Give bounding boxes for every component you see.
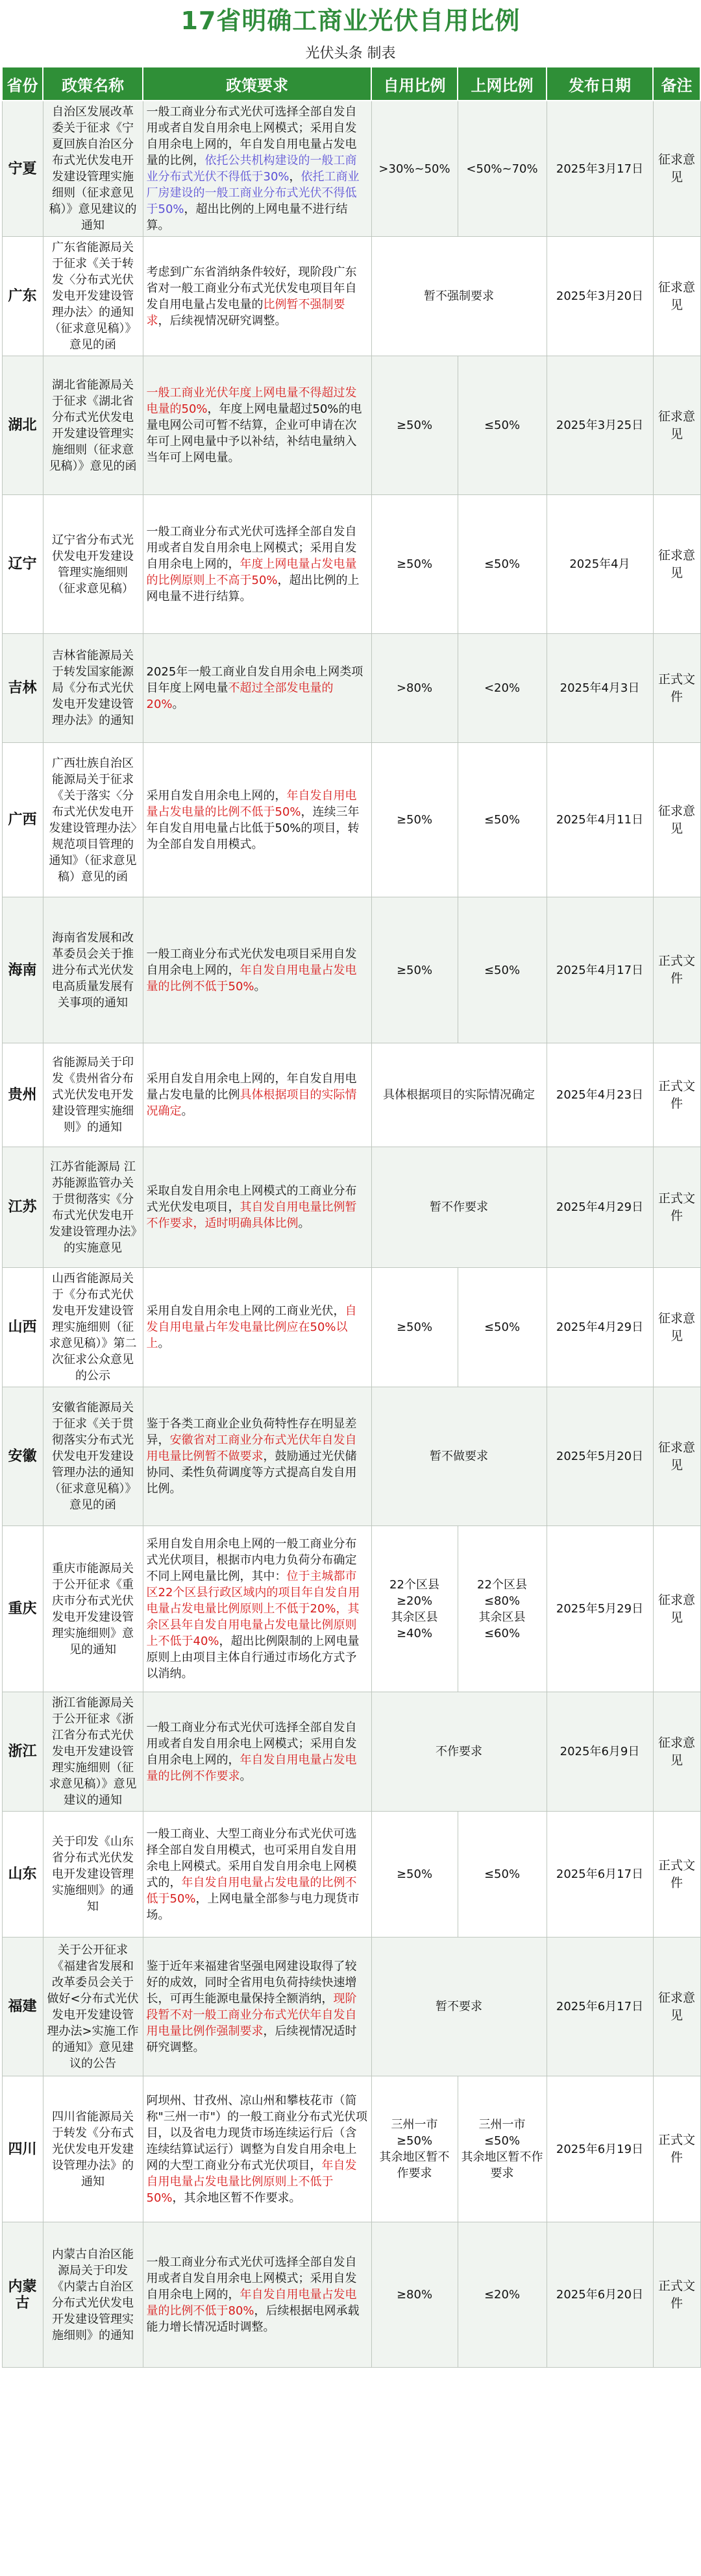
requirement-text: 一般工商业分布式光伏发电项目采用自发自用余电上网的， — [146, 947, 357, 977]
province-cell: 安徽 — [2, 1387, 43, 1526]
header-release-date: 发布日期 — [547, 67, 653, 101]
requirement-text: 。 — [240, 1769, 252, 1783]
header-self-use-ratio: 自用比例 — [371, 67, 458, 101]
requirement-text: ， — [289, 170, 301, 184]
header-policy-requirement: 政策要求 — [143, 67, 371, 101]
policy-name-cell: 广西壮族自治区能源局关于征求《关于落实〈分布式光伏发电开发建设管理办法〉规范项目管理的通知》（征求意见稿）意见的函 — [43, 743, 143, 897]
note-cell: 正式文件 — [653, 2076, 700, 2222]
note-cell: 征求意见 — [653, 237, 700, 356]
province-cell: 广东 — [2, 237, 43, 356]
note-cell: 征求意见 — [653, 1526, 700, 1692]
highlighted-requirement: 年自发自用电量占发电量的比例不低于80% — [146, 2288, 357, 2318]
table-row — [2, 101, 700, 237]
highlighted-requirement: 具体根据项目的实际情况确定 — [146, 1088, 357, 1118]
highlighted-requirement: 依托工商业厂房建设的一般工商业分布式光伏不得低于50% — [146, 170, 360, 216]
requirement-text: 一般工商业分布式光伏可选择全部自发自用或者自发自用余电上网模式；采用自发自用余电上网的， — [146, 1720, 357, 1767]
province-cell: 江苏 — [2, 1147, 43, 1268]
table-row — [2, 1268, 700, 1387]
requirement-text: ，连续三年年自发自用电量占比低于50%的项目，转为全部自发自用模式。 — [146, 805, 360, 851]
highlighted-requirement: 年自发自用电量占发电量比例原则上不低于50% — [146, 2158, 357, 2205]
policy-requirement-cell — [143, 1268, 371, 1387]
requirement-text: 。 — [172, 698, 184, 711]
grid-ratio-cell: ≤20% — [458, 2222, 547, 2368]
requirement-text: 采用自发自用余电上网的工商业光伏， — [146, 1304, 345, 1318]
highlighted-requirement: 年自发自用电量占发电量的比例不低于50% — [146, 788, 357, 819]
requirement-text: 鉴于近年来福建省坚强电网建设取得了较好的成效，同时全省用电负荷持续快速增长，可再生能源电量保持全额消纳， — [146, 1959, 357, 2006]
note-cell: 征求意见 — [653, 495, 700, 634]
highlighted-requirement: 位于主城都市区22个区县行政区域内的项目年自发自用电量占发电量比例原则上不低于20%，其余区县年自发自用电量占发电量比例原则上不低于40% — [146, 1570, 360, 1648]
note-cell: 正式文件 — [653, 897, 700, 1043]
province-cell: 重庆 — [2, 1526, 43, 1692]
policy-name-cell: 吉林省能源局关于转发国家能源局《分布式光伏发电开发建设管理办法》的通知 — [43, 634, 143, 743]
requirement-text: 。 — [181, 1104, 193, 1118]
highlighted-requirement: 依托公共机构建设的一般工商业分布式光伏不得低于30% — [146, 154, 357, 184]
requirement-text: 一般工商业分布式光伏可选择全部自发自用或者自发自用余电上网模式；采用自发自用余电上网的， — [146, 525, 357, 571]
self-use-ratio-cell: ≥50% — [371, 743, 458, 897]
grid-ratio-cell: 22个区县≤80% 其余区县≤60% — [458, 1526, 547, 1692]
policy-requirement-cell — [143, 1938, 371, 2076]
province-cell: 辽宁 — [2, 495, 43, 634]
requirement-text: ，其余地区暂不作要求。 — [172, 2191, 301, 2205]
requirement-text: ，超出比例限制的上网电量原则上由项目主体自行通过市场化方式予以消纳。 — [146, 1634, 360, 1681]
highlighted-requirement: 一般工商业光伏年度上网电量不得超过发电量的50% — [146, 386, 357, 416]
province-cell: 山东 — [2, 1812, 43, 1938]
requirement-text: ，年度上网电量超过50%的电量电网公司可暂不结算，企业可申请在次年可上网电量中予以补结，补结电量纳入当年可上网电量。 — [146, 402, 362, 465]
note-cell: 正式文件 — [653, 1812, 700, 1938]
highlighted-requirement: 比例暂不强制要求 — [146, 297, 345, 328]
release-date-cell: 2025年3月25日 — [547, 356, 653, 495]
requirement-text: 采取自发自用余电上网模式的工商业分布式光伏发电项目， — [146, 1184, 357, 1214]
province-cell: 内蒙古 — [2, 2222, 43, 2368]
release-date-cell: 2025年4月23日 — [547, 1043, 653, 1147]
requirement-text: ，超出比例的上网电量不进行结算。 — [146, 574, 360, 603]
requirement-text: ，后续根据电网承载能力增长情况适时调整。 — [146, 2304, 360, 2334]
requirement-text: 一般工商业分布式光伏可选择全部自发自用或者自发自用余电上网模式；采用自发自用余电上网的， — [146, 2255, 357, 2302]
province-cell: 福建 — [2, 1938, 43, 2076]
policy-name-cell: 自治区发展改革委关于征求《宁夏回族自治区分布式光伏发电开发建设管理实施细则（征求意见稿）》意见建议的通知 — [43, 101, 143, 237]
policy-requirement-cell — [143, 1526, 371, 1692]
policy-name-cell: 辽宁省分布式光伏发电开发建设管理实施细则（征求意见稿） — [43, 495, 143, 634]
requirement-text: 采用自发自用余电上网的， — [146, 788, 287, 803]
note-cell: 征求意见 — [653, 356, 700, 495]
ratio-merged-cell: 不作要求 — [371, 1692, 547, 1812]
policy-name-cell: 内蒙古自治区能源局关于印发《内蒙古自治区分布式光伏发电开发建设管理实施细则》的通知 — [43, 2222, 143, 2368]
release-date-cell: 2025年6月9日 — [547, 1692, 653, 1812]
table-row — [2, 1812, 700, 1938]
page-subtitle: 光伏头条 制表 — [305, 45, 396, 62]
grid-ratio-cell: ≤50% — [458, 1812, 547, 1938]
self-use-ratio-cell: >30%~50% — [371, 101, 458, 237]
note-cell: 征求意见 — [653, 1387, 700, 1526]
policy-requirement-cell — [143, 743, 371, 897]
self-use-ratio-cell: ≥50% — [371, 1268, 458, 1387]
province-cell: 浙江 — [2, 1692, 43, 1812]
policy-name-cell: 湖北省能源局关于征求《湖北省分布式光伏发电开发建设管理实施细则（征求意见稿）》意见的函 — [43, 356, 143, 495]
release-date-cell: 2025年3月20日 — [547, 237, 653, 356]
requirement-text: 一般工商业、大型工商业分布式光伏可选择全部自发自用模式，也可采用自发自用余电上网模式。采用自发自用余电上网模式的， — [146, 1827, 357, 1889]
policy-requirement-cell — [143, 356, 371, 495]
requirement-text: 阿坝州、甘孜州、凉山州和攀枝花市（简称"三州一市"）的一般工商业分布式光伏项目，以及省电力现货市场连续运行后（含连续结算试运行）调整为自发自用余电上网的大型工商业分布式光伏项目， — [146, 2093, 368, 2172]
highlighted-requirement: 不超过全部发电量的20% — [146, 681, 334, 711]
grid-ratio-cell: ≤50% — [458, 743, 547, 897]
policy-name-cell: 安徽省能源局关于征求《关于贯彻落实分布式光伏发电开发建设管理办法的通知（征求意见稿）》意见的函 — [43, 1387, 143, 1526]
policy-requirement-cell — [143, 1147, 371, 1268]
requirement-text: 考虑到广东省消纳条件较好，现阶段广东省对一般工商业分布式光伏发电项目年自发自用电量占发电量的 — [146, 265, 357, 311]
policy-name-cell: 海南省发展和改革委员会关于推进分布式光伏发电高质量发展有关事项的通知 — [43, 897, 143, 1043]
table-body — [2, 101, 700, 2368]
header-grid-ratio: 上网比例 — [458, 67, 547, 101]
table-row — [2, 495, 700, 634]
province-cell: 广西 — [2, 743, 43, 897]
release-date-cell: 2025年4月29日 — [547, 1268, 653, 1387]
table-header-row — [2, 67, 700, 101]
note-cell: 征求意见 — [653, 1268, 700, 1387]
self-use-ratio-cell: 三州一市≥50% 其余地区暂不作要求 — [371, 2076, 458, 2222]
requirement-text: 。 — [158, 1337, 170, 1350]
policy-table — [1, 66, 701, 2368]
ratio-merged-cell: 暂不要求 — [371, 1938, 547, 2076]
highlighted-requirement: 安徽省对工商业分布式光伏年自发自用电量比例暂不做要求 — [146, 1433, 357, 1463]
self-use-ratio-cell: 22个区县≥20% 其余区县≥40% — [371, 1526, 458, 1692]
policy-name-cell: 广东省能源局关于征求《关于转发〈分布式光伏发电开发建设管理办法〉的通知（征求意见稿）》意见的函 — [43, 237, 143, 356]
requirement-text: 。 — [254, 979, 266, 993]
province-cell: 吉林 — [2, 634, 43, 743]
header-policy-name: 政策名称 — [43, 67, 143, 101]
ratio-merged-cell: 暂不做要求 — [371, 1387, 547, 1526]
province-cell: 湖北 — [2, 356, 43, 495]
table-row — [2, 2076, 700, 2222]
policy-name-cell: 关于公开征求《福建省发展和改革委员会关于做好<分布式光伏发电开发建设管理办法>实施工作的通知》意见建议的公告 — [43, 1938, 143, 2076]
policy-requirement-cell — [143, 1387, 371, 1526]
province-cell: 山西 — [2, 1268, 43, 1387]
release-date-cell: 2025年6月19日 — [547, 2076, 653, 2222]
requirement-text: 采用自发自用余电上网的，年自发自用电量占发电量的比例 — [146, 1072, 357, 1102]
policy-requirement-cell — [143, 2076, 371, 2222]
policy-requirement-cell — [143, 634, 371, 743]
grid-ratio-cell: ≤50% — [458, 356, 547, 495]
province-cell: 海南 — [2, 897, 43, 1043]
province-cell: 宁夏 — [2, 101, 43, 237]
note-cell: 征求意见 — [653, 743, 700, 897]
table-row — [2, 1043, 700, 1147]
highlighted-requirement: 年自发自用电量占发电量的比例不作要求 — [146, 1753, 357, 1783]
grid-ratio-cell: <20% — [458, 634, 547, 743]
release-date-cell: 2025年4月29日 — [547, 1147, 653, 1268]
release-date-cell: 2025年4月 — [547, 495, 653, 634]
policy-name-cell: 山西省能源局关于《分布式光伏发电开发建设管理实施细则（征求意见稿）》第二次征求公众意见的公示 — [43, 1268, 143, 1387]
release-date-cell: 2025年4月17日 — [547, 897, 653, 1043]
requirement-text: 采用自发自用余电上网的一般工商业分布式光伏项目，根据市内电力负荷分布确定不同上网电量比例，其中： — [146, 1537, 357, 1583]
release-date-cell: 2025年5月20日 — [547, 1387, 653, 1526]
highlighted-requirement: 自发自用电量占年发电量比例应在50%以上 — [146, 1304, 357, 1350]
note-cell: 正式文件 — [653, 634, 700, 743]
self-use-ratio-cell: ≥50% — [371, 495, 458, 634]
policy-name-cell: 省能源局关于印发《贵州省分布式光伏发电开发建设管理实施细则》的通知 — [43, 1043, 143, 1147]
policy-requirement-cell — [143, 237, 371, 356]
requirement-text: 一般工商业分布式光伏可选择全部自发自用或者自发自用余电上网模式；采用自发自用余电上网的，年自发自用电量占发电量的比例， — [146, 105, 357, 167]
note-cell: 正式文件 — [653, 1043, 700, 1147]
self-use-ratio-cell: ≥50% — [371, 1812, 458, 1938]
table-row — [2, 1387, 700, 1526]
requirement-text: 。 — [298, 1217, 310, 1230]
table-row — [2, 634, 700, 743]
requirement-text: 鉴于各类工商业企业负荷特性存在明显差异， — [146, 1417, 357, 1447]
policy-name-cell: 四川省能源局关于转发《分布式光伏发电开发建设管理办法》的通知 — [43, 2076, 143, 2222]
release-date-cell: 2025年6月17日 — [547, 1938, 653, 2076]
ratio-merged-cell: 暂不强制要求 — [371, 237, 547, 356]
release-date-cell: 2025年6月17日 — [547, 1812, 653, 1938]
release-date-cell: 2025年6月20日 — [547, 2222, 653, 2368]
note-cell: 正式文件 — [653, 1147, 700, 1268]
release-date-cell: 2025年4月3日 — [547, 634, 653, 743]
grid-ratio-cell: 三州一市≤50% 其余地区暂不作要求 — [458, 2076, 547, 2222]
requirement-text: ，鼓励通过光伏储协同、柔性负荷调度等方式提高自发自用比例。 — [146, 1450, 357, 1496]
policy-name-cell: 重庆市能源局关于公开征求《重庆市分布式光伏发电开发建设管理实施细则》意见的通知 — [43, 1526, 143, 1692]
table-row — [2, 237, 700, 356]
ratio-merged-cell: 具体根据项目的实际情况确定 — [371, 1043, 547, 1147]
release-date-cell: 2025年3月17日 — [547, 101, 653, 237]
table-row — [2, 356, 700, 495]
self-use-ratio-cell: ≥50% — [371, 897, 458, 1043]
table-row — [2, 1526, 700, 1692]
header-province: 省份 — [2, 67, 43, 101]
table-row — [2, 897, 700, 1043]
policy-name-cell: 浙江省能源局关于公开征求《浙江省分布式光伏发电开发建设管理实施细则（征求意见稿）》意见建议的通知 — [43, 1692, 143, 1812]
table-row — [2, 743, 700, 897]
requirement-text: ，后续视情况研究调整。 — [158, 313, 287, 328]
self-use-ratio-cell: ≥50% — [371, 356, 458, 495]
table-row — [2, 2222, 700, 2368]
highlighted-requirement: 其自发自用电量比例暂不作要求，适时明确具体比例 — [146, 1200, 357, 1230]
ratio-merged-cell: 暂不作要求 — [371, 1147, 547, 1268]
requirement-text: ，后续视情况适时研究调整。 — [146, 2024, 357, 2054]
grid-ratio-cell: ≤50% — [458, 1268, 547, 1387]
policy-requirement-cell — [143, 897, 371, 1043]
requirement-text: 2025年一般工商业自发自用余电上网类项目年度上网电量 — [146, 665, 363, 695]
province-cell: 四川 — [2, 2076, 43, 2222]
grid-ratio-cell: <50%~70% — [458, 101, 547, 237]
note-cell: 征求意见 — [653, 1938, 700, 2076]
policy-requirement-cell — [143, 1812, 371, 1938]
policy-requirement-cell — [143, 1692, 371, 1812]
note-cell: 征求意见 — [653, 1692, 700, 1812]
province-cell: 贵州 — [2, 1043, 43, 1147]
policy-requirement-cell — [143, 495, 371, 634]
self-use-ratio-cell: >80% — [371, 634, 458, 743]
policy-requirement-cell — [143, 101, 371, 237]
note-cell: 征求意见 — [653, 101, 700, 237]
highlighted-requirement: 年度上网电量占发电量的比例原则上不高于50% — [146, 557, 357, 587]
policy-name-cell: 江苏省能源局 江苏能源监管办关于贯彻落实《分布式光伏发电开发建设管理办法》的实施意见 — [43, 1147, 143, 1268]
header-note: 备注 — [653, 67, 700, 101]
page-title: 17省明确工商业光伏自用比例 — [180, 6, 521, 35]
grid-ratio-cell: ≤50% — [458, 897, 547, 1043]
policy-name-cell: 关于印发《山东省分布式光伏发电开发建设管理实施细则》的通知 — [43, 1812, 143, 1938]
requirement-text: ，超出比例的上网电量不进行结算。 — [146, 202, 348, 232]
release-date-cell: 2025年4月11日 — [547, 743, 653, 897]
table-row — [2, 1147, 700, 1268]
highlighted-requirement: 年自发自用电量占发电量的比例不低于50% — [146, 1875, 357, 1906]
highlighted-requirement: 年自发自用电量占发电量的比例不低于50% — [146, 963, 357, 993]
requirement-text: ，上网电量全部参与电力现货市场。 — [146, 1891, 360, 1922]
release-date-cell: 2025年5月29日 — [547, 1526, 653, 1692]
table-row — [2, 1938, 700, 2076]
policy-requirement-cell — [143, 1043, 371, 1147]
table-row — [2, 1692, 700, 1812]
policy-requirement-cell — [143, 2222, 371, 2368]
note-cell: 正式文件 — [653, 2222, 700, 2368]
grid-ratio-cell: ≤50% — [458, 495, 547, 634]
self-use-ratio-cell: ≥80% — [371, 2222, 458, 2368]
highlighted-requirement: 现阶段暂不对一般工商业分布式光伏年自发自用电量比例作强制要求 — [146, 1991, 357, 2038]
